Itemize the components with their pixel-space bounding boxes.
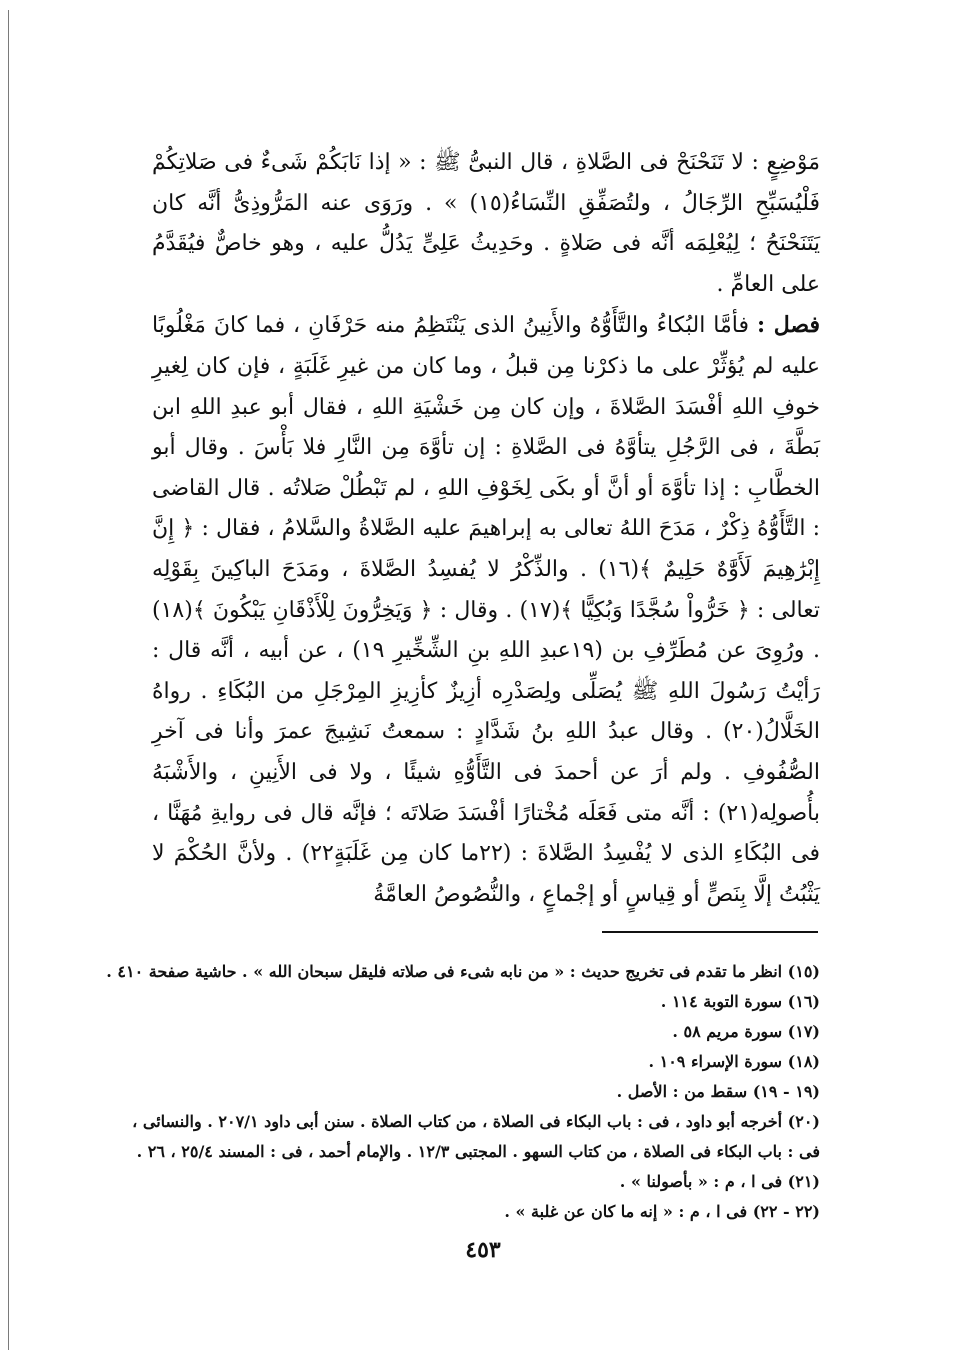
footnote-item: (١٩ - ١٩) سقط من : الأصل . <box>616 1082 820 1101</box>
footnote-item: (١٨) سورة الإسراء ١٠٩ . <box>648 1052 820 1071</box>
fasl-text: فأمَّا البُكاءُ والتَّأَوُّهُ والأَنِينُ الذى يَنْتَظِمُ منه حَرْفَانِ ، فما كانَ مَغْلُوبًا عليه لم يُؤثِّرْ على ما ذكرْنا مِن قبلُ ، وما كان من غيرِ غَلَبَةٍ ، فإن كان لِغيرِ خوفِ اللهِ أفْسَدَ الصَّلاةَ ، وإن كان مِن خَشْيَةِ اللهِ ، فقال أبو عبدِ اللهِ ابن بَطَّةَ ، فى الرَّجُلِ يتأوَّهُ فى الصَّلاةِ : إن تأوَّهَ مِن النَّارِ فلا بَأْسَ . وقال أبو الخطَّابِ : إذا تأوَّهَ أو أنَّ أو بكَى لِخَوْفِ اللهِ ، لم تَبْطُلْ صَلاتُه . قال القاضى : التَّأَوُّهُ ذِكْرٌ ، مَدَحَ اللهُ تعالى به إبراهيمَ عليه الصَّلاةُ والسَّلامُ ، فقال : ﴿ إِنَّ إِبْرَٰهِيمَ لَأَوَّٰهٌ حَلِيمٌ ﴾(١٦) . والذِّكْرُ لا يُفسِدُ الصَّلاةَ ، ومَدَحَ الباكِينَ بِقَوْلِه تعالى : ﴿ خَرُّواْ سُجَّدًا وَبُكِيًّا ﴾(١٧) . وقال : ﴿ وَيَخِرُّونَ لِلْأَذْقَانِ يَبْكُونَ ﴾(١٨) . ورُوِىَ عن مُطَرِّفِ بن (١٩عبدِ اللهِ بنِ الشِّخِّيرِ ١٩) ، عن أبيه ، أنَّه قال : رَأيْتُ رَسُولَ اللهِ ﷺ يُصَلِّى ولِصَدْرِه أزِيزٌ كأزِيزِ المِرْجَلِ من البُكَاءِ . رواهُ الخَلَّالُ(٢٠) . وقال عبدُ اللهِ بنُ شَدَّادٍ : سمعتُ نَشِيجَ عمرَ وأنا فى آخرِ الصُّفُوفِ . ولم أرَ عن أحمدَ فى التَّأَوُّهِ شيئًا ، ولا فى الأَنِينِ ، والأَشْبَهُ بأُصولِه(٢١) : أنَّه متى فَعَلَه مُخْتارًا أفْسَدَ صَلاتَه ؛ فإنَّه قال فى روايةِ مُهَنَّا ، فى البُكَاءِ الذى لا يُفْسِدُ الصَّلاةَ : (٢٢ما كان مِن غَلَبَةٍ٢٢) . ولأنَّ الحُكْمَ لا يَثْبُتُ إلَّا بِنَصٍّ أو قِياسٍ أو إجْماعٍ ، والنُّصُوصُ العامَّةُ <box>152 313 820 907</box>
main-text <box>152 143 820 915</box>
paragraph-continuation: مَوْضِعٍ : لا تَنَحْنَحْ فى الصَّلاةِ ، قال النبىُّ ﷺ : « إذا نَابَكُمْ شَىءٌ فى صَلاتِكُمْ فَلْيُسَبِّحِ الرِّجَالُ ، ولتُصَفِّقِ النِّسَاءُ(١٥) » . ورَوَى عنه المَرُّوذِىُّ أنَّه كان يَتَنَحْنَحُ ؛ لِيُعْلِمَه أنَّه فى صَلاةٍ . وحَدِيثُ عَلِىٍّ يَدُلُّ عليه ، وهو خاصٌّ فيُقَدَّمُ على العامِّ . <box>152 150 820 297</box>
footnote-item: (١٥) انظر ما تقدم فى تخريج حديث : « من نابه شىء فى صلاته فليقل سبحان الله » . حاشية صفحة ٤١٠ . <box>106 962 820 981</box>
scan-margin-line <box>8 10 9 1350</box>
footnote-item: (٢٠) أخرجه أبو داود ، فى : باب البكاء فى الصلاة ، من كتاب الصلاة . سنن أبى داود ٢٠٧/١ . والنسائى ، <box>132 1112 820 1131</box>
paragraph-fasl <box>152 305 820 915</box>
fasl-heading: فصل : <box>756 312 820 339</box>
footnote-item: (١٧) سورة مريم ٥٨ . <box>672 1022 820 1041</box>
page-number: ٤٥٣ <box>465 1237 501 1263</box>
footnote-item: فى : باب البكاء فى الصلاة ، من كتاب السهو . المجتبى ١٢/٣ . والإمام أحمد ، فى : المسند ٢٥/٤ ، ٢٦ . <box>136 1142 820 1161</box>
footnote-separator <box>602 931 818 933</box>
footnote-item: (١٦) سورة التوبة ١١٤ . <box>660 992 820 1011</box>
footnote-item: (٢٢ - ٢٢) فى ا ، م : « إنه ما كان عن غلبة » . <box>504 1202 820 1221</box>
footnote-item: (٢١) فى ا ، م : « بأصولنا » . <box>619 1172 820 1191</box>
footnotes <box>106 957 820 1227</box>
